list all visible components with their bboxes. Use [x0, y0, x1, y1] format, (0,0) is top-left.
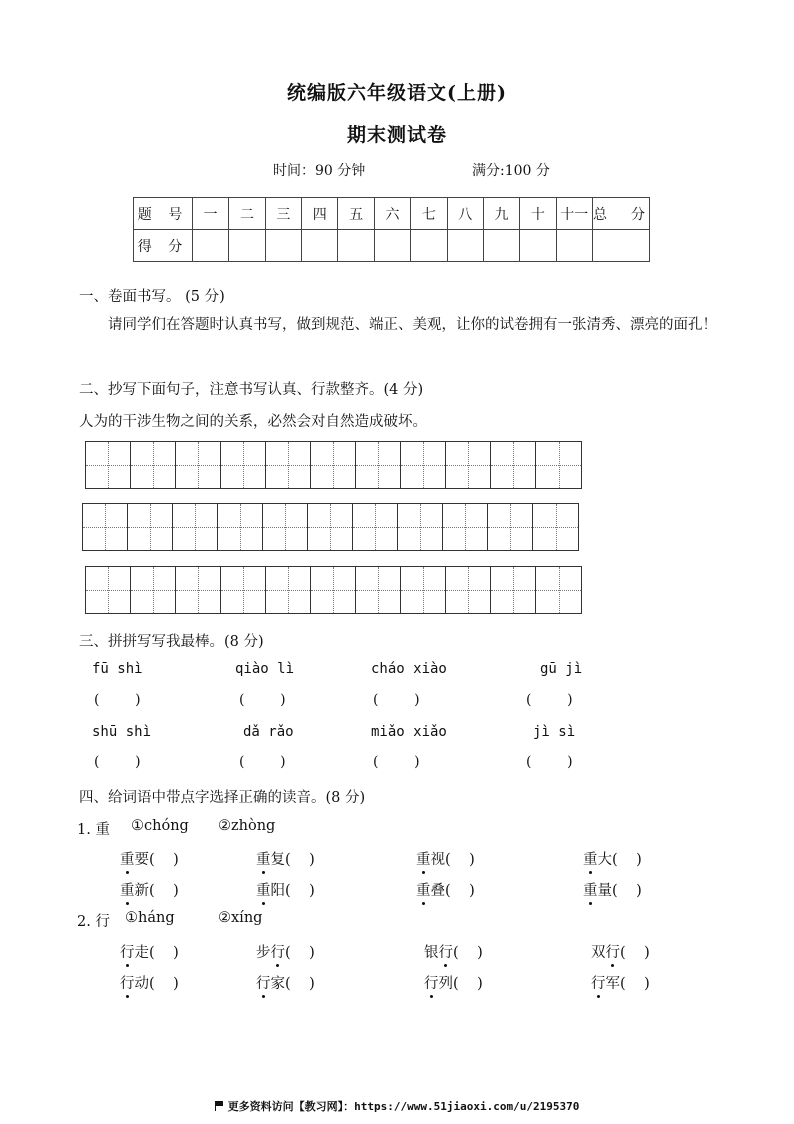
q1-word[interactable] — [583, 879, 642, 900]
writing-cell[interactable] — [311, 442, 356, 488]
score-cell[interactable] — [411, 230, 447, 262]
score-cell[interactable] — [483, 230, 519, 262]
writing-cell[interactable] — [488, 504, 533, 550]
score-cell[interactable] — [520, 230, 556, 262]
pinyin: jì sì — [533, 724, 576, 740]
writing-cell[interactable] — [221, 442, 266, 488]
dotted-char: 行 — [439, 941, 454, 962]
writing-cell[interactable] — [446, 567, 491, 613]
q1-word[interactable] — [120, 879, 179, 900]
dotted-char: 行 — [120, 941, 135, 962]
writing-cell[interactable] — [221, 567, 266, 613]
word-pre: 双 — [591, 945, 606, 961]
score-table-label-score: 得 分 — [134, 230, 193, 262]
writing-grid-row-1[interactable] — [85, 441, 582, 489]
dotted-char: 行 — [120, 972, 135, 993]
writing-cell[interactable] — [311, 567, 356, 613]
writing-cell[interactable] — [176, 442, 221, 488]
dotted-char: 重 — [416, 848, 431, 869]
q2-label: 2. 行 — [77, 914, 110, 930]
dotted-char: 行 — [424, 972, 439, 993]
score-col: 六 — [374, 198, 410, 230]
word-post: 量( ) — [597, 883, 642, 899]
q2-word[interactable] — [120, 972, 179, 993]
pinyin: cháo xiào — [371, 661, 447, 677]
q1-option-1: ①chóng — [131, 818, 189, 834]
dotted-char: 重 — [120, 848, 135, 869]
writing-cell[interactable] — [263, 504, 308, 550]
q2-option-1: ①háng — [125, 910, 175, 926]
score-table-score-row — [134, 230, 650, 262]
pinyin: gū jì — [540, 661, 583, 677]
writing-cell[interactable] — [86, 567, 131, 613]
score-cell[interactable] — [338, 230, 374, 262]
exam-subtitle: 期末测试卷 — [346, 124, 447, 146]
answer-blank[interactable]: ( ) — [526, 754, 573, 770]
answer-blank[interactable]: ( ) — [373, 754, 420, 770]
section2-sentence: 人为的干涉生物之间的关系，必然会对自然造成破坏。 — [79, 414, 427, 430]
dotted-char: 重 — [416, 879, 431, 900]
score-col: 七 — [411, 198, 447, 230]
footer[interactable] — [0, 1098, 794, 1114]
word-pre: 步 — [256, 945, 271, 961]
total-label-b: 分 — [631, 206, 645, 223]
answer-blank[interactable]: ( ) — [373, 692, 420, 708]
score-table — [133, 197, 650, 262]
score-cell[interactable] — [229, 230, 265, 262]
score-table-label-number: 题 号 — [134, 198, 193, 230]
writing-cell[interactable] — [356, 442, 401, 488]
writing-cell[interactable] — [83, 504, 128, 550]
writing-cell[interactable] — [176, 567, 221, 613]
score-table-header-row — [134, 198, 650, 230]
answer-blank[interactable]: ( ) — [239, 754, 286, 770]
section1-text: 请同学们在答题时认真书写，做到规范、端正、美观，让你的试卷拥有一张清秀、漂亮的面孔！ — [108, 317, 717, 333]
dotted-char: 重 — [583, 879, 598, 900]
score-col: 四 — [302, 198, 338, 230]
word-post: ( ) — [620, 945, 650, 961]
writing-cell[interactable] — [443, 504, 488, 550]
writing-cell[interactable] — [131, 442, 176, 488]
writing-cell[interactable] — [446, 442, 491, 488]
score-cell[interactable] — [374, 230, 410, 262]
q2-option-2: ②xíng — [218, 910, 263, 926]
word-post: 动( ) — [134, 976, 179, 992]
writing-cell[interactable] — [131, 567, 176, 613]
writing-cell[interactable] — [86, 442, 131, 488]
exam-time: 时间：90 分钟 — [273, 163, 366, 179]
dotted-char: 行 — [591, 972, 606, 993]
word-post: 要( ) — [134, 852, 179, 868]
q1-word[interactable] — [583, 848, 642, 869]
writing-cell[interactable] — [401, 567, 446, 613]
writing-cell[interactable] — [356, 567, 401, 613]
section4-heading: 四、给词语中带点字选择正确的读音。(8 分) — [79, 790, 366, 806]
dotted-char: 重 — [583, 848, 598, 869]
q1-word[interactable] — [256, 848, 315, 869]
dotted-char: 行 — [256, 972, 271, 993]
total-label-a: 总 — [593, 206, 607, 223]
footer-text[interactable]: 更多资料访问【教习网】：https://www.51jiaoxi.com/u/2195370 — [227, 1100, 580, 1113]
word-post: 列( ) — [438, 976, 483, 992]
writing-cell[interactable] — [491, 567, 536, 613]
writing-cell[interactable] — [536, 442, 581, 488]
q2-word[interactable] — [120, 941, 179, 962]
answer-blank[interactable]: ( ) — [526, 692, 573, 708]
writing-cell[interactable] — [173, 504, 218, 550]
score-col: 十 — [520, 198, 556, 230]
score-col: 一 — [193, 198, 229, 230]
writing-cell[interactable] — [536, 567, 581, 613]
writing-cell[interactable] — [266, 442, 311, 488]
section3-heading: 三、拼拼写写我最棒。(8 分) — [79, 634, 264, 650]
q2-word[interactable] — [256, 972, 315, 993]
q1-word[interactable] — [416, 848, 475, 869]
q2-word[interactable] — [591, 972, 650, 993]
writing-cell[interactable] — [266, 567, 311, 613]
score-col: 二 — [229, 198, 265, 230]
writing-grid-row-3[interactable] — [85, 566, 582, 614]
score-cell[interactable] — [265, 230, 301, 262]
word-post: 新( ) — [134, 883, 179, 899]
q2-word[interactable] — [424, 941, 483, 962]
writing-cell[interactable] — [491, 442, 536, 488]
score-cell[interactable] — [302, 230, 338, 262]
word-post: ( ) — [453, 945, 483, 961]
score-cell[interactable] — [193, 230, 229, 262]
q1-label: 1. 重 — [77, 822, 110, 838]
exam-title: 统编版六年级语文(上册) — [287, 82, 507, 104]
dotted-char: 行 — [606, 941, 621, 962]
q2-word[interactable] — [256, 941, 315, 962]
score-col-total — [593, 198, 650, 230]
pinyin: miǎo xiǎo — [371, 724, 447, 740]
writing-grid-row-2[interactable] — [82, 503, 579, 551]
exam-full-score: 满分:100 分 — [472, 163, 550, 179]
q1-option-2: ②zhòng — [218, 818, 276, 834]
pinyin: shū shì — [92, 724, 152, 740]
q2-word[interactable] — [424, 972, 483, 993]
writing-cell[interactable] — [128, 504, 173, 550]
dotted-char: 行 — [271, 941, 286, 962]
writing-cell[interactable] — [218, 504, 263, 550]
word-post: 复( ) — [270, 852, 315, 868]
dotted-char: 重 — [256, 848, 271, 869]
word-post: 军( ) — [605, 976, 650, 992]
score-col: 三 — [265, 198, 301, 230]
pinyin: qiào lì — [235, 661, 295, 677]
flag-icon — [215, 1101, 224, 1110]
writing-cell[interactable] — [308, 504, 353, 550]
answer-blank[interactable]: ( ) — [239, 692, 286, 708]
word-post: ( ) — [285, 945, 315, 961]
q2-word[interactable] — [591, 941, 650, 962]
dotted-char: 重 — [256, 879, 271, 900]
writing-cell[interactable] — [398, 504, 443, 550]
score-cell[interactable] — [556, 230, 592, 262]
q1-word[interactable] — [256, 879, 315, 900]
pinyin: fū shì — [92, 661, 143, 677]
section2-heading: 二、抄写下面句子，注意书写认真、行款整齐。(4 分) — [79, 382, 424, 398]
score-col: 九 — [483, 198, 519, 230]
pinyin: dǎ rǎo — [243, 724, 294, 740]
word-pre: 银 — [424, 945, 439, 961]
word-post: 叠( ) — [430, 883, 475, 899]
score-cell-total[interactable] — [593, 230, 650, 262]
score-cell[interactable] — [447, 230, 483, 262]
writing-cell[interactable] — [353, 504, 398, 550]
score-col: 十一 — [556, 198, 592, 230]
q1-word[interactable] — [120, 848, 179, 869]
word-post: 家( ) — [270, 976, 315, 992]
word-post: 阳( ) — [270, 883, 315, 899]
word-post: 视( ) — [430, 852, 475, 868]
answer-blank[interactable]: ( ) — [94, 754, 141, 770]
writing-cell[interactable] — [401, 442, 446, 488]
q1-word[interactable] — [416, 879, 475, 900]
answer-blank[interactable]: ( ) — [94, 692, 141, 708]
section1-heading: 一、卷面书写。 (5 分) — [79, 289, 225, 305]
word-post: 大( ) — [597, 852, 642, 868]
writing-cell[interactable] — [533, 504, 578, 550]
word-post: 走( ) — [134, 945, 179, 961]
score-col: 五 — [338, 198, 374, 230]
dotted-char: 重 — [120, 879, 135, 900]
score-col: 八 — [447, 198, 483, 230]
